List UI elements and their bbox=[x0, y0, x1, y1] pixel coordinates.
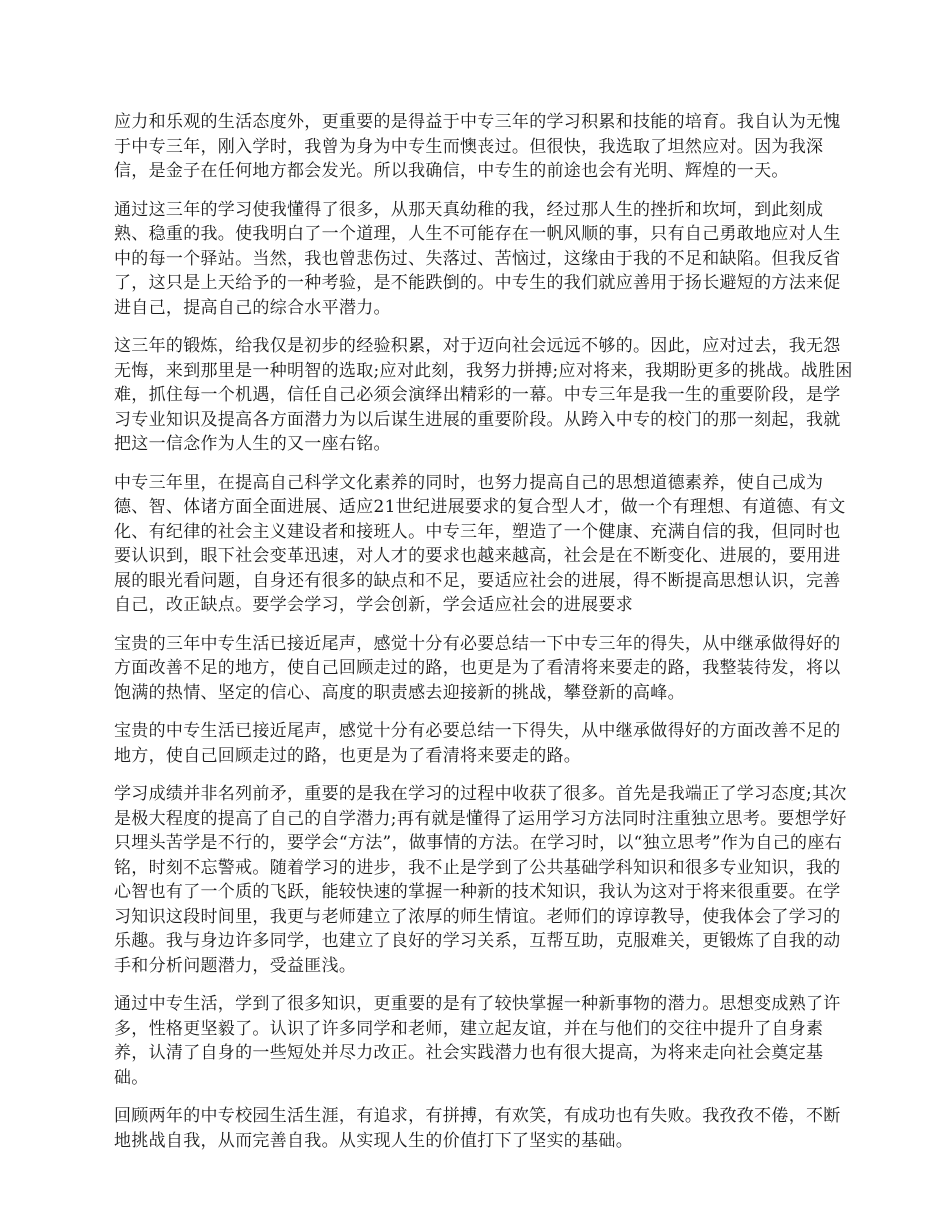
paragraph-3: 这三年的锻炼，给我仅是初步的经验积累，对于迈向社会远远不够的。因此，应对过去，我无怨无悔，来到那里是一种明智的选取;应对此刻，我努力拼搏;应对将来，我期盼更多的挑战。战胜困难，抓住每一个机遇，信任自己必须会演绎出精彩的一幕。中专三年是我一生的重要阶段，是学习专业知识及提高各方面潜力为以后谋生进展的重要阶段。从跨入中专的校门的那一刻起，我就把这一信念作为人生的又一座右铭。 bbox=[114, 336, 853, 454]
paragraph-7: 学习成绩并非名列前矛，重要的是我在学习的过程中收获了很多。首先是我端正了学习态度;其次是极大程度的提高了自己的自学潜力;再有就是懂得了运用学习方法同时注重独立思考。要想学好只埋头苦学是不行的，要学会“方法”，做事情的方法。在学习时，以“独立思考”作为自己的座右铭，时刻不忘警戒。随着学习的进步，我不止是学到了公共基础学科知识和很多专业知识，我的心智也有了一个质的飞跃，能较快速的掌握一种新的技术知识，我认为这对于将来很重要。在学习知识这段时间里，我更与老师建立了浓厚的师生情谊。老师们的谆谆教导，使我体会了学习的乐趣。我与身边许多同学，也建立了良好的学习关系，互帮互助，克服难关，更锻炼了自我的动手和分析问题潜力，受益匪浅。 bbox=[114, 784, 847, 976]
paragraph-1: 应力和乐观的生活态度外，更重要的是得益于中专三年的学习积累和技能的培育。我自认为无愧于中专三年，刚入学时，我曾为身为中专生而懊丧过。但很快，我选取了坦然应对。因为我深信，是金子在任何地方都会发光。所以我确信，中专生的前途也会有光明、辉煌的一天。 bbox=[114, 112, 841, 181]
paragraph-8: 通过中专生活，学到了很多知识，更重要的是有了较快掌握一种新事物的潜力。思想变成熟了许多，性格更坚毅了。认识了许多同学和老师，建立起友谊，并在与他们的交往中提升了自身素养，认清了自身的一些短处并尽力改正。社会实践潜力也有很大提高，为将来走向社会奠定基础。 bbox=[114, 994, 841, 1088]
paragraph-9: 回顾两年的中专校园生活生涯，有追求，有拼搏，有欢笑，有成功也有失败。我孜孜不倦，不断地挑战自我，从而完善自我。从实现人生的价值打下了坚实的基础。 bbox=[114, 1106, 841, 1151]
paragraph-6: 宝贵的中专生活已接近尾声，感觉十分有必要总结一下得失，从中继承做得好的方面改善不足的地方，使自己回顾走过的路，也更是为了看清将来要走的路。 bbox=[114, 721, 841, 766]
document-body bbox=[114, 110, 854, 1167]
paragraph-5: 宝贵的三年中专生活已接近尾声，感觉十分有必要总结一下中专三年的得失，从中继承做得好的方面改善不足的地方，使自己回顾走过的路，也更是为了看清将来要走的路，我整装待发，将以饱满的热情、坚定的信心、高度的职责感去迎接新的挑战，攀登新的高峰。 bbox=[114, 633, 841, 703]
paragraph-4: 中专三年里，在提高自己科学文化素养的同时，也努力提高自己的思想道德素养，使自己成为德、智、体诸方面全面进展、适应21世纪进展要求的复合型人才，做一个有理想、有道德、有文化、有纪律的社会主义建设者和接班人。中专三年，塑造了一个健康、充满自信的我，但同时也要认识到，眼下社会变革迅速，对人才的要求也越来越高，社会是在不断变化、进展的，要用进展的眼光看问题，自身还有很多的缺点和不足，要适应社会的进展，得不断提高思想认识，完善自己，改正缺点。要学会学习，学会创新，学会适应社会的进展要求 bbox=[114, 472, 846, 615]
paragraph-2: 通过这三年的学习使我懂得了很多，从那天真幼稚的我，经过那人生的挫折和坎坷，到此刻成熟、稳重的我。使我明白了一个道理，人生不可能存在一帆风顺的事，只有自己勇敢地应对人生中的每一个驿站。当然，我也曾悲伤过、失落过、苦恼过，这缘由于我的不足和缺陷。但我反省了，这只是上天给予的一种考验，是不能跌倒的。中专生的我们就应善用于扬长避短的方法来促进自己，提高自己的综合水平潜力。 bbox=[114, 199, 841, 318]
